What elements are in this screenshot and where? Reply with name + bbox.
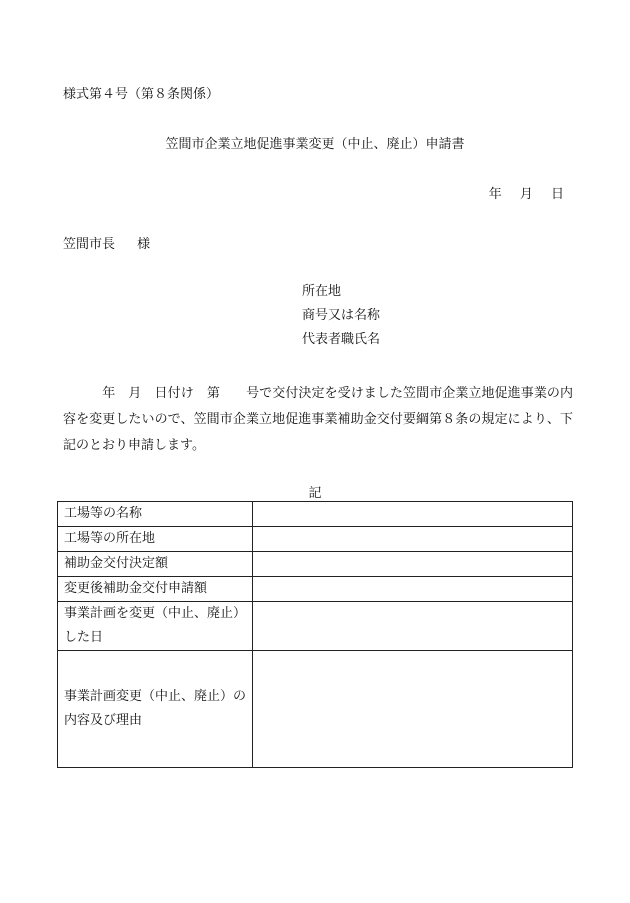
table-row: [58, 577, 573, 602]
table-row: [58, 502, 573, 527]
date-line: 年 月 日: [488, 187, 564, 202]
table-row: [58, 552, 573, 577]
detail-table: [57, 501, 573, 768]
applicant-address-label: 所在地: [302, 284, 342, 299]
table-value-cell[interactable]: [253, 527, 573, 552]
document-title: 笠間市企業立地促進事業変更（中止、廃止）申請書: [165, 137, 465, 152]
table-row: [58, 527, 573, 552]
applicant-representative-label: 代表者職氏名: [302, 332, 381, 347]
table-label: 事業計画を変更（中止、廃止）した日: [58, 602, 253, 651]
table-value-cell[interactable]: [253, 502, 573, 527]
table-value-cell[interactable]: [253, 651, 573, 768]
table-row: [58, 602, 573, 651]
body-text: 年 月 日付け 第 号で交付決定を受けました笠間市企業立地促進事業の内容を変更したいので、笠間市企業立地促進事業補助金交付要綱第８条の規定により、下記のとおり申請します。: [63, 386, 573, 453]
record-heading: 記: [308, 486, 322, 501]
table-value-cell[interactable]: [253, 552, 573, 577]
applicant-name-label: 商号又は名称: [302, 308, 381, 323]
form-number: 様式第４号（第８条関係）: [63, 87, 220, 102]
table-value-cell[interactable]: [253, 602, 573, 651]
table-label: 変更後補助金交付申請額: [58, 577, 253, 602]
table-label: 事業計画変更（中止、廃止）の内容及び理由: [58, 651, 253, 768]
table-label: 工場等の名称: [58, 502, 253, 527]
table-value-cell[interactable]: [253, 577, 573, 602]
table-label: 補助金交付決定額: [58, 552, 253, 577]
table-row: [58, 651, 573, 768]
applicant-block: [302, 283, 380, 355]
table-label: 工場等の所在地: [58, 527, 253, 552]
addressee: 笠間市長 様: [63, 237, 151, 252]
